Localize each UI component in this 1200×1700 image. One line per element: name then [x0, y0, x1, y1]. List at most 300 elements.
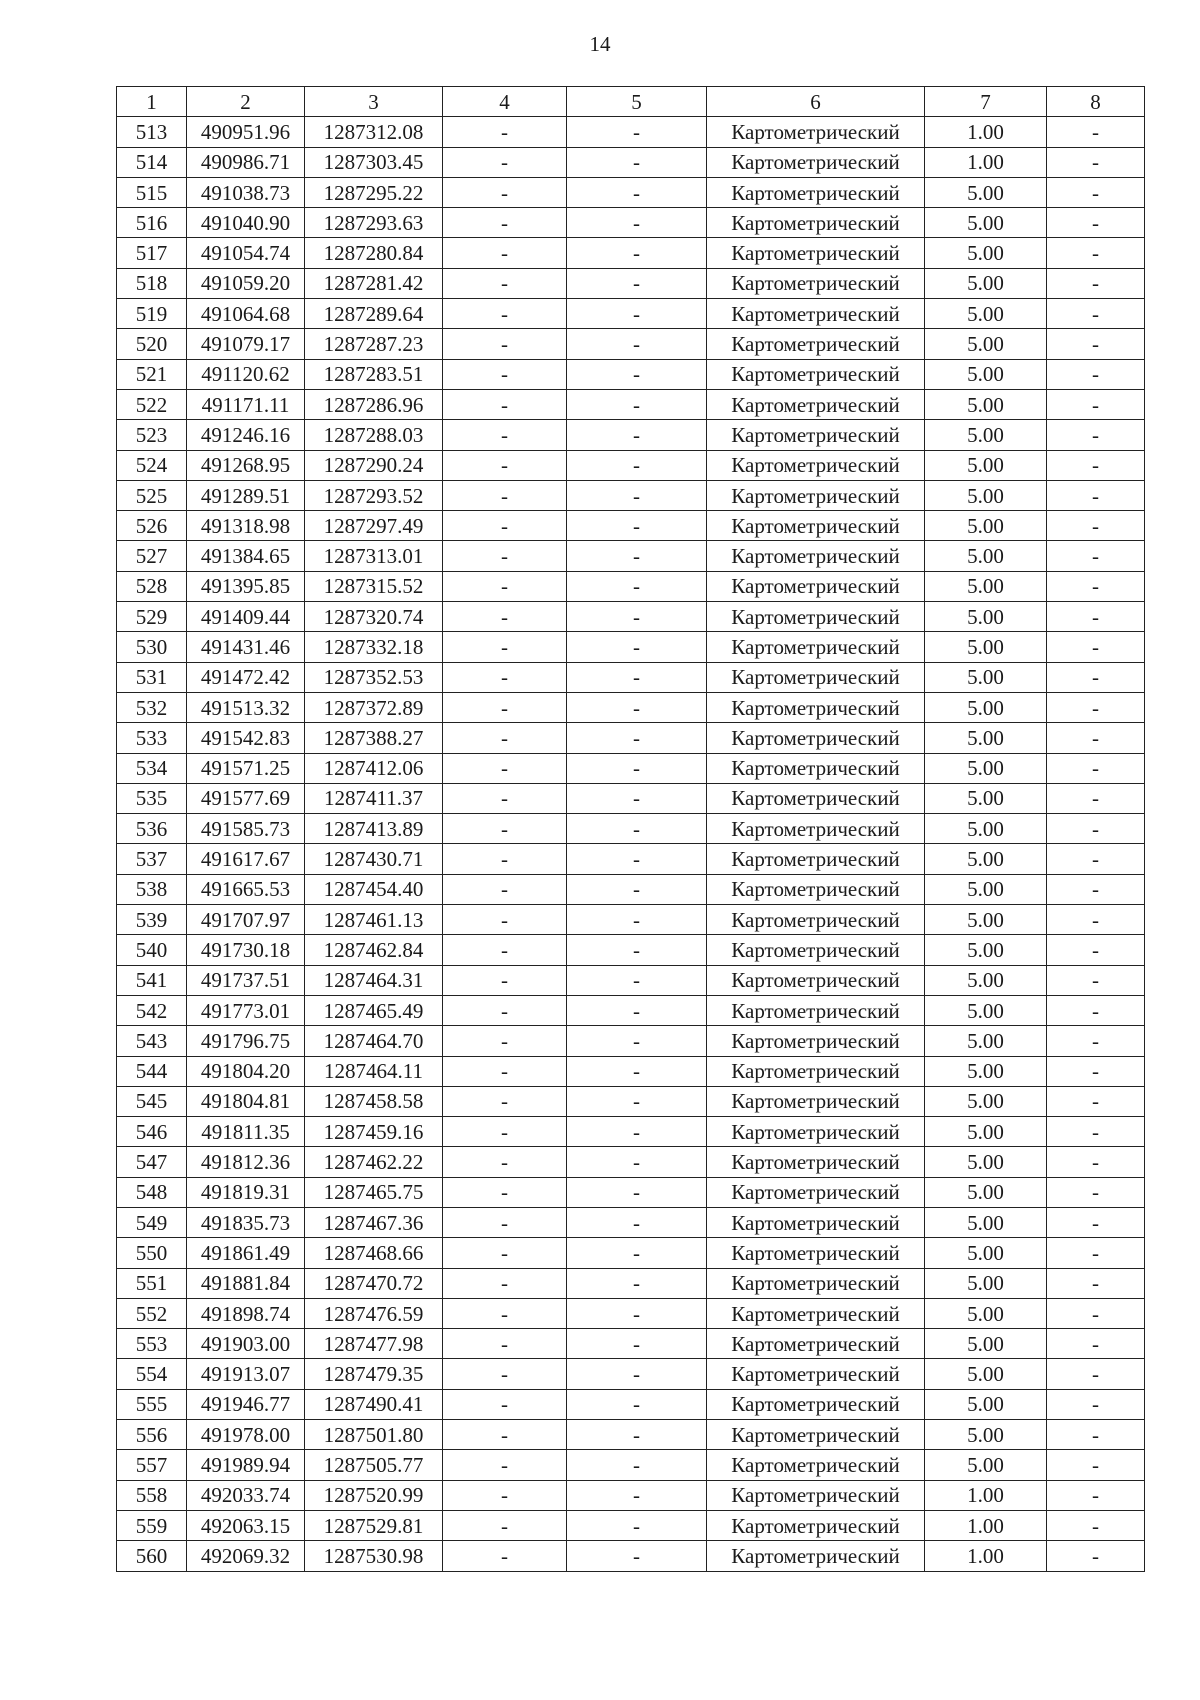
col-5-cell: -	[567, 602, 707, 632]
col-4-cell: -	[443, 783, 567, 813]
col-8-cell: -	[1047, 1329, 1145, 1359]
col-8-cell: -	[1047, 632, 1145, 662]
accuracy-cell: 5.00	[925, 1147, 1047, 1177]
table-row	[117, 1026, 1145, 1056]
col-8-cell: -	[1047, 692, 1145, 722]
col-8-cell: -	[1047, 1298, 1145, 1328]
x-coordinate-cell: 491409.44	[187, 602, 305, 632]
col-8-cell: -	[1047, 1177, 1145, 1207]
col-8-cell: -	[1047, 299, 1145, 329]
accuracy-cell: 5.00	[925, 965, 1047, 995]
method-cell: Картометрический	[707, 420, 925, 450]
accuracy-cell: 5.00	[925, 1450, 1047, 1480]
method-cell: Картометрический	[707, 1207, 925, 1237]
accuracy-cell: 5.00	[925, 480, 1047, 510]
y-coordinate-cell: 1287293.63	[305, 208, 443, 238]
col-4-cell: -	[443, 995, 567, 1025]
accuracy-cell: 5.00	[925, 1420, 1047, 1450]
point-number-cell: 551	[117, 1268, 187, 1298]
col-4-cell: -	[443, 1480, 567, 1510]
y-coordinate-cell: 1287462.22	[305, 1147, 443, 1177]
accuracy-cell: 5.00	[925, 844, 1047, 874]
point-number-cell: 555	[117, 1389, 187, 1419]
y-coordinate-cell: 1287464.31	[305, 965, 443, 995]
y-coordinate-cell: 1287490.41	[305, 1389, 443, 1419]
table-row	[117, 844, 1145, 874]
col-8-cell: -	[1047, 359, 1145, 389]
table-row	[117, 147, 1145, 177]
point-number-cell: 556	[117, 1420, 187, 1450]
col-4-cell: -	[443, 329, 567, 359]
header-col-3: 3	[305, 87, 443, 117]
y-coordinate-cell: 1287529.81	[305, 1510, 443, 1540]
y-coordinate-cell: 1287477.98	[305, 1329, 443, 1359]
col-5-cell: -	[567, 1207, 707, 1237]
x-coordinate-cell: 491737.51	[187, 965, 305, 995]
col-4-cell: -	[443, 208, 567, 238]
y-coordinate-cell: 1287332.18	[305, 632, 443, 662]
x-coordinate-cell: 490986.71	[187, 147, 305, 177]
point-number-cell: 558	[117, 1480, 187, 1510]
y-coordinate-cell: 1287465.75	[305, 1177, 443, 1207]
table-row	[117, 1389, 1145, 1419]
table-row	[117, 995, 1145, 1025]
x-coordinate-cell: 491059.20	[187, 268, 305, 298]
accuracy-cell: 5.00	[925, 299, 1047, 329]
x-coordinate-cell: 491903.00	[187, 1329, 305, 1359]
point-number-cell: 560	[117, 1541, 187, 1571]
table-row	[117, 723, 1145, 753]
col-5-cell: -	[567, 1268, 707, 1298]
col-5-cell: -	[567, 905, 707, 935]
table-row	[117, 480, 1145, 510]
x-coordinate-cell: 491913.07	[187, 1359, 305, 1389]
table-row	[117, 299, 1145, 329]
accuracy-cell: 5.00	[925, 177, 1047, 207]
accuracy-cell: 5.00	[925, 814, 1047, 844]
table-row	[117, 1238, 1145, 1268]
x-coordinate-cell: 491384.65	[187, 541, 305, 571]
col-5-cell: -	[567, 268, 707, 298]
x-coordinate-cell: 491861.49	[187, 1238, 305, 1268]
col-5-cell: -	[567, 935, 707, 965]
table-row	[117, 1298, 1145, 1328]
accuracy-cell: 5.00	[925, 632, 1047, 662]
col-8-cell: -	[1047, 602, 1145, 632]
accuracy-cell: 5.00	[925, 1177, 1047, 1207]
table-row	[117, 1117, 1145, 1147]
y-coordinate-cell: 1287289.64	[305, 299, 443, 329]
table-row	[117, 1268, 1145, 1298]
table-row	[117, 389, 1145, 419]
col-8-cell: -	[1047, 1389, 1145, 1419]
y-coordinate-cell: 1287411.37	[305, 783, 443, 813]
table-row	[117, 208, 1145, 238]
accuracy-cell: 5.00	[925, 571, 1047, 601]
table-row	[117, 1450, 1145, 1480]
method-cell: Картометрический	[707, 1541, 925, 1571]
y-coordinate-cell: 1287430.71	[305, 844, 443, 874]
col-4-cell: -	[443, 359, 567, 389]
method-cell: Картометрический	[707, 1147, 925, 1177]
col-4-cell: -	[443, 1147, 567, 1177]
col-5-cell: -	[567, 723, 707, 753]
col-5-cell: -	[567, 177, 707, 207]
point-number-cell: 550	[117, 1238, 187, 1268]
accuracy-cell: 5.00	[925, 238, 1047, 268]
x-coordinate-cell: 491881.84	[187, 1268, 305, 1298]
method-cell: Картометрический	[707, 692, 925, 722]
accuracy-cell: 1.00	[925, 1541, 1047, 1571]
table-row	[117, 117, 1145, 147]
point-number-cell: 529	[117, 602, 187, 632]
method-cell: Картометрический	[707, 299, 925, 329]
y-coordinate-cell: 1287464.70	[305, 1026, 443, 1056]
col-5-cell: -	[567, 1298, 707, 1328]
table-row	[117, 571, 1145, 601]
y-coordinate-cell: 1287388.27	[305, 723, 443, 753]
col-5-cell: -	[567, 571, 707, 601]
col-4-cell: -	[443, 692, 567, 722]
col-4-cell: -	[443, 1238, 567, 1268]
x-coordinate-cell: 491730.18	[187, 935, 305, 965]
col-8-cell: -	[1047, 935, 1145, 965]
point-number-cell: 528	[117, 571, 187, 601]
accuracy-cell: 1.00	[925, 1480, 1047, 1510]
accuracy-cell: 5.00	[925, 753, 1047, 783]
method-cell: Картометрический	[707, 602, 925, 632]
x-coordinate-cell: 491811.35	[187, 1117, 305, 1147]
method-cell: Картометрический	[707, 1298, 925, 1328]
accuracy-cell: 5.00	[925, 874, 1047, 904]
method-cell: Картометрический	[707, 965, 925, 995]
method-cell: Картометрический	[707, 1238, 925, 1268]
y-coordinate-cell: 1287315.52	[305, 571, 443, 601]
y-coordinate-cell: 1287465.49	[305, 995, 443, 1025]
point-number-cell: 527	[117, 541, 187, 571]
col-4-cell: -	[443, 541, 567, 571]
accuracy-cell: 5.00	[925, 389, 1047, 419]
header-col-7: 7	[925, 87, 1047, 117]
method-cell: Картометрический	[707, 329, 925, 359]
accuracy-cell: 5.00	[925, 783, 1047, 813]
point-number-cell: 521	[117, 359, 187, 389]
accuracy-cell: 1.00	[925, 147, 1047, 177]
col-8-cell: -	[1047, 1541, 1145, 1571]
table-row	[117, 662, 1145, 692]
y-coordinate-cell: 1287458.58	[305, 1086, 443, 1116]
col-5-cell: -	[567, 1480, 707, 1510]
accuracy-cell: 5.00	[925, 1117, 1047, 1147]
accuracy-cell: 5.00	[925, 450, 1047, 480]
col-8-cell: -	[1047, 117, 1145, 147]
x-coordinate-cell: 491819.31	[187, 1177, 305, 1207]
point-number-cell: 543	[117, 1026, 187, 1056]
point-number-cell: 542	[117, 995, 187, 1025]
table-row	[117, 753, 1145, 783]
method-cell: Картометрический	[707, 147, 925, 177]
x-coordinate-cell: 491268.95	[187, 450, 305, 480]
method-cell: Картометрический	[707, 480, 925, 510]
method-cell: Картометрический	[707, 1420, 925, 1450]
accuracy-cell: 5.00	[925, 1026, 1047, 1056]
y-coordinate-cell: 1287459.16	[305, 1117, 443, 1147]
col-4-cell: -	[443, 268, 567, 298]
col-4-cell: -	[443, 1056, 567, 1086]
method-cell: Картометрический	[707, 1268, 925, 1298]
table-row	[117, 692, 1145, 722]
point-number-cell: 552	[117, 1298, 187, 1328]
col-5-cell: -	[567, 208, 707, 238]
x-coordinate-cell: 491571.25	[187, 753, 305, 783]
col-4-cell: -	[443, 905, 567, 935]
x-coordinate-cell: 491946.77	[187, 1389, 305, 1419]
col-8-cell: -	[1047, 1450, 1145, 1480]
col-5-cell: -	[567, 541, 707, 571]
col-5-cell: -	[567, 814, 707, 844]
x-coordinate-cell: 492069.32	[187, 1541, 305, 1571]
point-number-cell: 559	[117, 1510, 187, 1540]
col-8-cell: -	[1047, 208, 1145, 238]
table-row	[117, 783, 1145, 813]
col-5-cell: -	[567, 299, 707, 329]
point-number-cell: 541	[117, 965, 187, 995]
accuracy-cell: 5.00	[925, 1268, 1047, 1298]
y-coordinate-cell: 1287293.52	[305, 480, 443, 510]
col-4-cell: -	[443, 723, 567, 753]
col-5-cell: -	[567, 844, 707, 874]
table-row	[117, 1420, 1145, 1450]
col-5-cell: -	[567, 1238, 707, 1268]
col-8-cell: -	[1047, 723, 1145, 753]
col-4-cell: -	[443, 1117, 567, 1147]
method-cell: Картометрический	[707, 905, 925, 935]
point-number-cell: 526	[117, 511, 187, 541]
point-number-cell: 535	[117, 783, 187, 813]
accuracy-cell: 5.00	[925, 359, 1047, 389]
accuracy-cell: 5.00	[925, 905, 1047, 935]
y-coordinate-cell: 1287320.74	[305, 602, 443, 632]
accuracy-cell: 5.00	[925, 1056, 1047, 1086]
accuracy-cell: 5.00	[925, 1238, 1047, 1268]
col-5-cell: -	[567, 420, 707, 450]
col-4-cell: -	[443, 1026, 567, 1056]
method-cell: Картометрический	[707, 935, 925, 965]
table-row	[117, 632, 1145, 662]
method-cell: Картометрический	[707, 389, 925, 419]
col-8-cell: -	[1047, 814, 1145, 844]
col-4-cell: -	[443, 1541, 567, 1571]
col-4-cell: -	[443, 1177, 567, 1207]
method-cell: Картометрический	[707, 1026, 925, 1056]
method-cell: Картометрический	[707, 783, 925, 813]
point-number-cell: 554	[117, 1359, 187, 1389]
col-5-cell: -	[567, 480, 707, 510]
col-5-cell: -	[567, 1510, 707, 1540]
x-coordinate-cell: 491431.46	[187, 632, 305, 662]
x-coordinate-cell: 491577.69	[187, 783, 305, 813]
col-8-cell: -	[1047, 480, 1145, 510]
method-cell: Картометрический	[707, 208, 925, 238]
y-coordinate-cell: 1287372.89	[305, 692, 443, 722]
col-5-cell: -	[567, 1177, 707, 1207]
table-row	[117, 814, 1145, 844]
method-cell: Картометрический	[707, 1450, 925, 1480]
point-number-cell: 520	[117, 329, 187, 359]
col-8-cell: -	[1047, 662, 1145, 692]
col-4-cell: -	[443, 389, 567, 419]
col-5-cell: -	[567, 450, 707, 480]
col-5-cell: -	[567, 117, 707, 147]
col-8-cell: -	[1047, 147, 1145, 177]
x-coordinate-cell: 491171.11	[187, 389, 305, 419]
x-coordinate-cell: 491796.75	[187, 1026, 305, 1056]
method-cell: Картометрический	[707, 1510, 925, 1540]
y-coordinate-cell: 1287312.08	[305, 117, 443, 147]
y-coordinate-cell: 1287290.24	[305, 450, 443, 480]
y-coordinate-cell: 1287470.72	[305, 1268, 443, 1298]
accuracy-cell: 5.00	[925, 1207, 1047, 1237]
point-number-cell: 540	[117, 935, 187, 965]
col-8-cell: -	[1047, 329, 1145, 359]
method-cell: Картометрический	[707, 844, 925, 874]
header-row	[117, 87, 1145, 117]
point-number-cell: 513	[117, 117, 187, 147]
x-coordinate-cell: 491898.74	[187, 1298, 305, 1328]
col-4-cell: -	[443, 147, 567, 177]
accuracy-cell: 5.00	[925, 1389, 1047, 1419]
table-row	[117, 965, 1145, 995]
table-row	[117, 874, 1145, 904]
col-4-cell: -	[443, 1329, 567, 1359]
accuracy-cell: 5.00	[925, 511, 1047, 541]
table-row	[117, 1359, 1145, 1389]
col-8-cell: -	[1047, 571, 1145, 601]
col-5-cell: -	[567, 1056, 707, 1086]
accuracy-cell: 5.00	[925, 723, 1047, 753]
col-4-cell: -	[443, 632, 567, 662]
col-4-cell: -	[443, 571, 567, 601]
x-coordinate-cell: 491804.20	[187, 1056, 305, 1086]
accuracy-cell: 5.00	[925, 329, 1047, 359]
col-5-cell: -	[567, 1389, 707, 1419]
col-8-cell: -	[1047, 1207, 1145, 1237]
col-4-cell: -	[443, 1268, 567, 1298]
table-row	[117, 177, 1145, 207]
x-coordinate-cell: 491064.68	[187, 299, 305, 329]
point-number-cell: 549	[117, 1207, 187, 1237]
method-cell: Картометрический	[707, 995, 925, 1025]
y-coordinate-cell: 1287468.66	[305, 1238, 443, 1268]
header-col-2: 2	[187, 87, 305, 117]
point-number-cell: 522	[117, 389, 187, 419]
col-4-cell: -	[443, 299, 567, 329]
point-number-cell: 515	[117, 177, 187, 207]
point-number-cell: 531	[117, 662, 187, 692]
col-5-cell: -	[567, 1147, 707, 1177]
x-coordinate-cell: 491804.81	[187, 1086, 305, 1116]
point-number-cell: 519	[117, 299, 187, 329]
point-number-cell: 545	[117, 1086, 187, 1116]
col-8-cell: -	[1047, 450, 1145, 480]
y-coordinate-cell: 1287287.23	[305, 329, 443, 359]
col-8-cell: -	[1047, 905, 1145, 935]
col-5-cell: -	[567, 1450, 707, 1480]
point-number-cell: 530	[117, 632, 187, 662]
accuracy-cell: 5.00	[925, 995, 1047, 1025]
col-5-cell: -	[567, 1329, 707, 1359]
y-coordinate-cell: 1287476.59	[305, 1298, 443, 1328]
y-coordinate-cell: 1287479.35	[305, 1359, 443, 1389]
col-8-cell: -	[1047, 1359, 1145, 1389]
table-row	[117, 905, 1145, 935]
table-row	[117, 238, 1145, 268]
x-coordinate-cell: 491079.17	[187, 329, 305, 359]
y-coordinate-cell: 1287501.80	[305, 1420, 443, 1450]
header-col-4: 4	[443, 87, 567, 117]
y-coordinate-cell: 1287303.45	[305, 147, 443, 177]
y-coordinate-cell: 1287295.22	[305, 177, 443, 207]
col-8-cell: -	[1047, 965, 1145, 995]
col-4-cell: -	[443, 1420, 567, 1450]
table-row	[117, 602, 1145, 632]
y-coordinate-cell: 1287467.36	[305, 1207, 443, 1237]
y-coordinate-cell: 1287454.40	[305, 874, 443, 904]
coordinates-table	[116, 86, 1145, 1572]
table-row	[117, 359, 1145, 389]
col-5-cell: -	[567, 238, 707, 268]
x-coordinate-cell: 491665.53	[187, 874, 305, 904]
point-number-cell: 548	[117, 1177, 187, 1207]
col-4-cell: -	[443, 117, 567, 147]
header-col-1: 1	[117, 87, 187, 117]
point-number-cell: 536	[117, 814, 187, 844]
col-4-cell: -	[443, 511, 567, 541]
point-number-cell: 516	[117, 208, 187, 238]
point-number-cell: 534	[117, 753, 187, 783]
col-8-cell: -	[1047, 995, 1145, 1025]
table-row	[117, 1510, 1145, 1540]
method-cell: Картометрический	[707, 238, 925, 268]
table-row	[117, 541, 1145, 571]
x-coordinate-cell: 491054.74	[187, 238, 305, 268]
accuracy-cell: 1.00	[925, 117, 1047, 147]
page-number: 14	[589, 32, 611, 56]
table-row	[117, 1177, 1145, 1207]
col-8-cell: -	[1047, 1056, 1145, 1086]
col-5-cell: -	[567, 329, 707, 359]
col-5-cell: -	[567, 995, 707, 1025]
col-4-cell: -	[443, 480, 567, 510]
x-coordinate-cell: 492033.74	[187, 1480, 305, 1510]
col-5-cell: -	[567, 359, 707, 389]
method-cell: Картометрический	[707, 874, 925, 904]
table-header	[117, 87, 1145, 117]
col-4-cell: -	[443, 1389, 567, 1419]
y-coordinate-cell: 1287530.98	[305, 1541, 443, 1571]
accuracy-cell: 5.00	[925, 692, 1047, 722]
col-4-cell: -	[443, 1086, 567, 1116]
x-coordinate-cell: 491395.85	[187, 571, 305, 601]
y-coordinate-cell: 1287313.01	[305, 541, 443, 571]
col-5-cell: -	[567, 753, 707, 783]
accuracy-cell: 5.00	[925, 420, 1047, 450]
x-coordinate-cell: 491617.67	[187, 844, 305, 874]
col-8-cell: -	[1047, 1268, 1145, 1298]
table-row	[117, 1207, 1145, 1237]
col-5-cell: -	[567, 1420, 707, 1450]
method-cell: Картометрический	[707, 1480, 925, 1510]
